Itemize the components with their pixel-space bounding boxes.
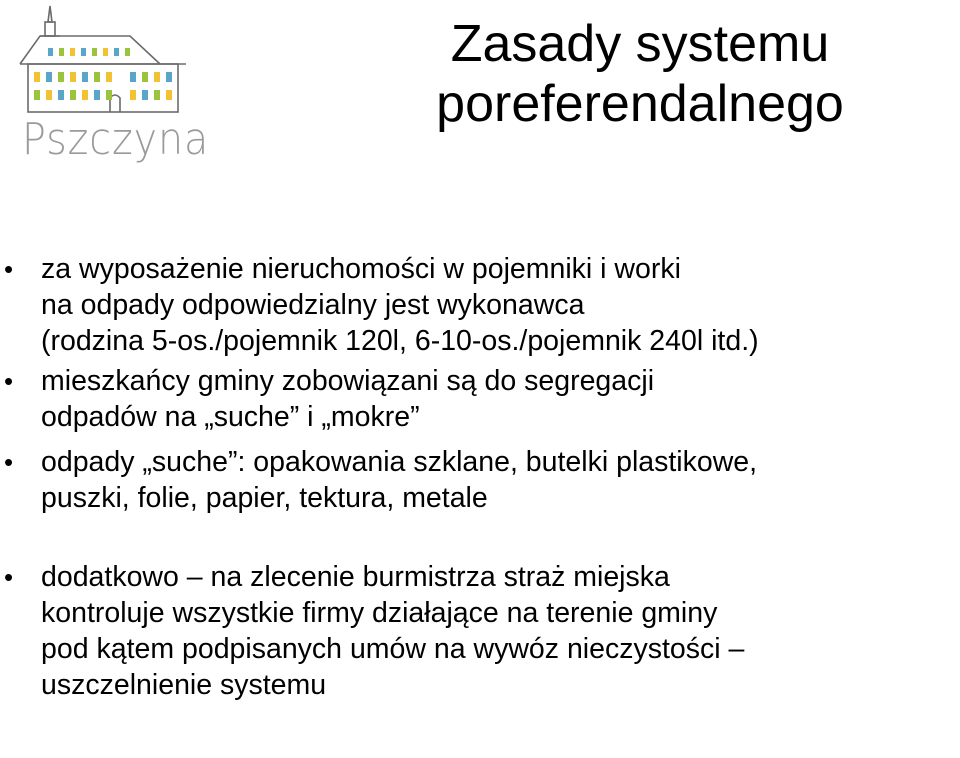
pszczyna-logo xyxy=(10,0,210,175)
bullet-item: • mieszkańcy gminy zobowiązani są do segregacji odpadów na „suche” i „mokre” xyxy=(0,363,960,435)
castle-window xyxy=(34,72,40,82)
bullet-item: • dodatkowo – na zlecenie burmistrza straż miejska kontroluje wszystkie firmy działające na terenie gminy pod kątem podpisanych umów na wywóz nieczystości – uszczelnienie systemu xyxy=(0,559,960,703)
bullet-list xyxy=(0,251,960,703)
castle-window xyxy=(106,90,112,100)
castle-window xyxy=(94,72,100,82)
castle-window xyxy=(92,48,97,56)
page-title: Zasady systemu poreferendalnego xyxy=(436,15,844,133)
castle-window xyxy=(130,72,136,82)
castle-window xyxy=(142,72,148,82)
bullet-item: • odpady „suche”: opakowania szklane, butelki plastikowe, puszki, folie, papier, tektura, metale xyxy=(0,444,960,516)
castle-window xyxy=(81,48,86,56)
castle-window xyxy=(166,72,172,82)
castle-window xyxy=(154,90,160,100)
castle-window xyxy=(70,48,75,56)
castle-window xyxy=(59,48,64,56)
castle-window xyxy=(70,90,76,100)
castle-window xyxy=(82,90,88,100)
castle-window xyxy=(142,90,148,100)
castle-window xyxy=(154,72,160,82)
castle-window xyxy=(58,72,64,82)
castle-window xyxy=(58,90,64,100)
castle-window xyxy=(125,48,130,56)
castle-window xyxy=(114,48,119,56)
castle-window xyxy=(46,72,52,82)
bullet-item: • za wyposażenie nieruchomości w pojemniki i worki na odpady odpowiedzialny jest wykonawca (rodzina 5-os./pojemnik 120l, 6-10-os./pojemnik 240l itd.) xyxy=(0,251,960,359)
castle-window xyxy=(106,72,112,82)
castle-window xyxy=(48,48,53,56)
castle-window xyxy=(166,90,172,100)
castle-window xyxy=(130,90,136,100)
castle-icon xyxy=(10,0,190,120)
castle-window xyxy=(46,90,52,100)
castle-window xyxy=(103,48,108,56)
castle-window xyxy=(94,90,100,100)
castle-window xyxy=(82,72,88,82)
castle-window xyxy=(34,90,40,100)
logo-text: Pszczyna xyxy=(22,114,210,165)
castle-window xyxy=(70,72,76,82)
